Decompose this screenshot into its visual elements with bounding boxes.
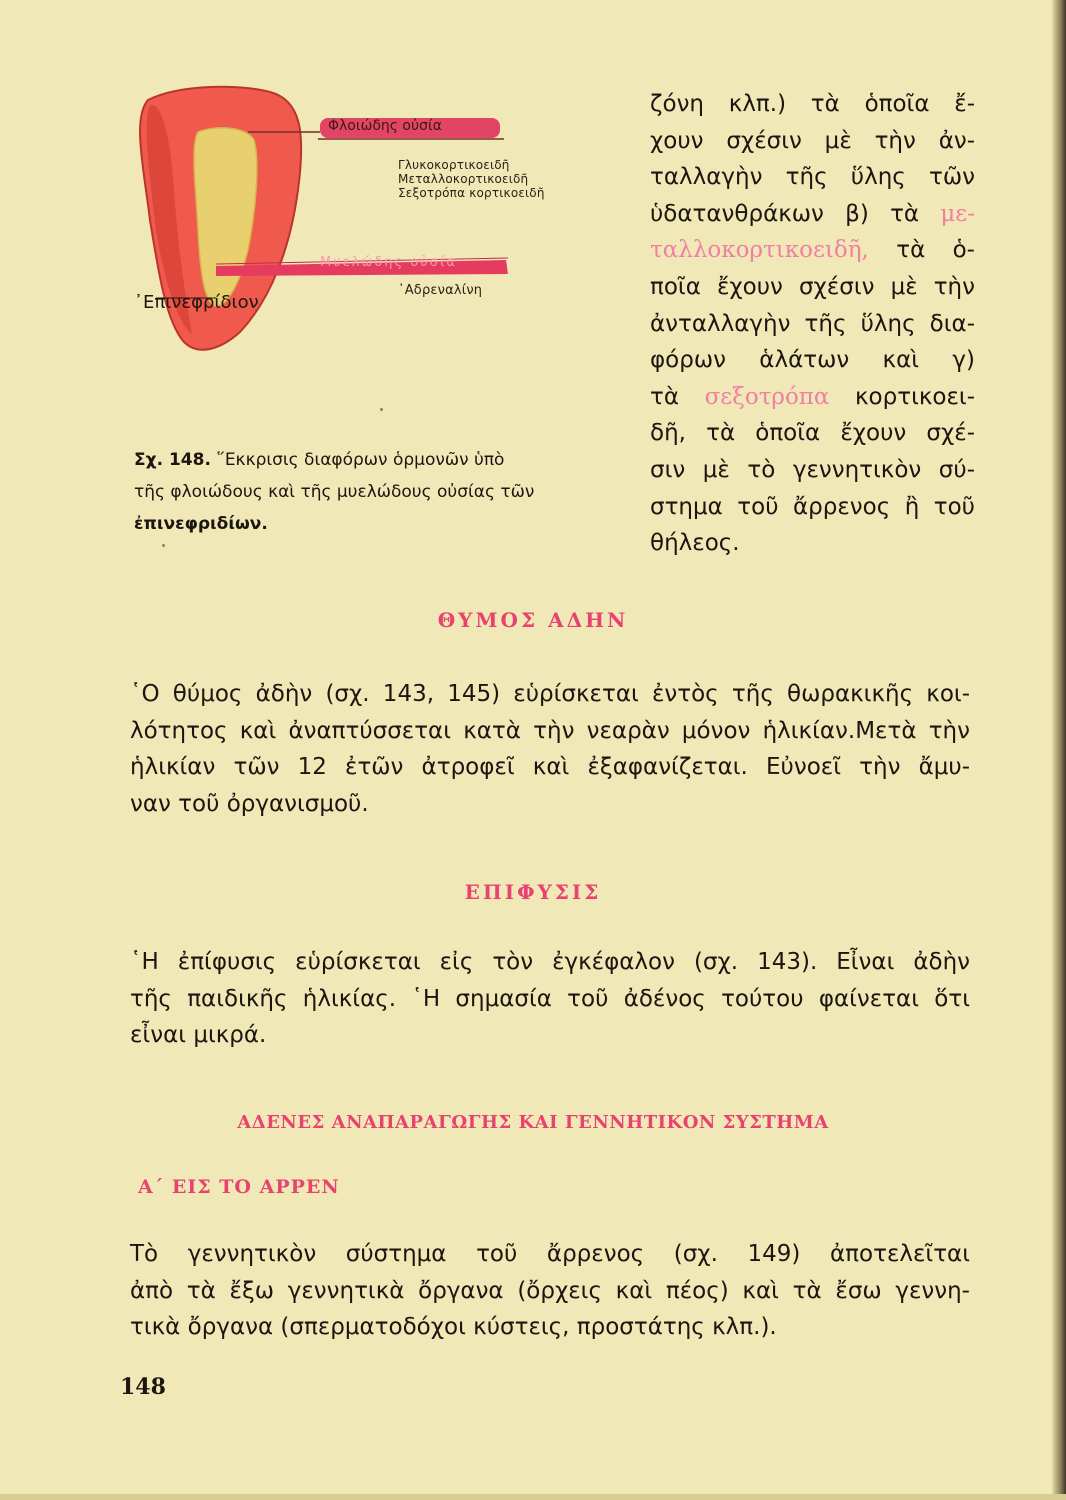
right-column-line xyxy=(650,415,975,452)
reproductive-heading: ΑΔΕΝΕΣ ΑΝΑΠΑΡΑΓΩΓΗΣ ΚΑΙ ΓΕΝΝΗΤΙΚΟΝ ΣΥΣΤΗΜΑ xyxy=(237,1112,829,1133)
adrenal-figure xyxy=(120,70,620,450)
paragraph-line: τῆς παιδικῆς ἡλικίας. ῾Η σημασία τοῦ ἀδένος τούτου φαίνεται ὅτι xyxy=(130,985,970,1012)
print-speck xyxy=(380,408,383,411)
thymus-heading: ΘΥΜΟΣ ΑΔΗΝ xyxy=(437,608,629,632)
right-column-line xyxy=(650,342,975,379)
epiphysis-paragraph xyxy=(130,944,970,1054)
paragraph-line: Τὸ γεννητικὸν σύστημα τοῦ ἄρρενος (σχ. 149) ἀποτελεῖται xyxy=(130,1241,970,1267)
paragraph-line: ἀπὸ τὰ ἔξω γεννητικὰ ὄργανα (ὄρχεις καὶ πέος) καὶ τὰ ἔσω γεννη- xyxy=(130,1277,970,1304)
text-segment: στημα τοῦ ἄρρενος ἢ τοῦ xyxy=(650,493,975,520)
paragraph-line: ῾Η ἐπίφυσις εὑρίσκεται εἰς τὸν ἐγκέφαλον (σχ. 143). Εἶναι ἀδὴν xyxy=(130,949,970,975)
reproductive-paragraph xyxy=(130,1236,970,1346)
paragraph-line: λότητος καὶ ἀναπτύσσεται κατὰ τὴν νεαρὰν μόνον ἡλικίαν.Μετὰ τὴν xyxy=(130,717,970,744)
right-column-line xyxy=(650,489,975,526)
page-bottom-edge xyxy=(0,1494,1066,1500)
medulla-hormone: ᾿Αδρεναλίνη xyxy=(398,283,483,298)
organ-label: ᾿Επινεφρίδιον xyxy=(134,292,259,313)
caption-line: τῆς φλοιώδους καὶ τῆς μυελώδους οὐσίας τῶν xyxy=(134,482,535,502)
text-segment: τὰ xyxy=(650,383,705,410)
page-number: 148 xyxy=(120,1374,166,1400)
right-column-line xyxy=(650,269,975,306)
text-segment: χουν σχέσιν μὲ τὴν ἀν- xyxy=(650,127,975,154)
male-subheading: Α΄ ΕΙΣ ΤΟ ΑΡΡΕΝ xyxy=(138,1176,340,1198)
caption-line: ἐπινεφριδίων. xyxy=(134,514,268,534)
text-segment: φόρων ἁλάτων καὶ γ) xyxy=(650,347,975,374)
figure-caption xyxy=(134,444,604,540)
cortex-hormone-2: Μεταλλοκορτικοειδῆ xyxy=(398,172,529,186)
right-column-line xyxy=(650,306,975,343)
text-segment: κορτικοει- xyxy=(829,383,975,410)
caption-text: ῞Εκκρισις διαφόρων ὁρμονῶν ὑπὸ xyxy=(216,450,505,470)
right-column-line xyxy=(650,86,975,123)
cortex-hormone-3: Σεξοτρόπα κορτικοειδῆ xyxy=(398,186,545,200)
right-column-line xyxy=(650,525,975,562)
paragraph-line: ῾Ο θύμος ἀδὴν (σχ. 143, 145) εὑρίσκεται ἐντὸς τῆς θωρακικῆς κοι- xyxy=(130,681,970,707)
right-column-line xyxy=(650,379,975,416)
paragraph-line: εἶναι μικρά. xyxy=(130,1022,267,1048)
right-column-line xyxy=(650,159,975,196)
text-segment: σιν μὲ τὸ γεννητικὸν σύ- xyxy=(650,456,975,483)
right-column-line xyxy=(650,452,975,489)
cortex-hormone-1: Γλυκοκορτικοειδῆ xyxy=(398,158,510,172)
paragraph-line: ναν τοῦ ὀργανισμοῦ. xyxy=(130,790,369,817)
paragraph-line: ἡλικίαν τῶν 12 ἐτῶν ἀτροφεῖ καὶ ἐξαφανίζεται. Εὐνοεῖ τὴν ἄμυ- xyxy=(130,754,970,780)
caption-line xyxy=(134,444,604,476)
text-segment: ταλλαγὴν τῆς ὕλης τῶν xyxy=(650,164,975,191)
text-segment: θήλεος. xyxy=(650,530,740,557)
page-edge-shadow xyxy=(1052,0,1066,1500)
right-column-line xyxy=(650,232,975,269)
text-segment: ἀνταλλαγὴν τῆς ὕλης δια- xyxy=(650,310,975,337)
text-segment: δῆ, τὰ ὁποῖα ἔχουν σχέ- xyxy=(650,420,975,447)
highlighted-term: ταλλοκορτικοειδῆ, xyxy=(650,237,869,264)
paragraph-line: τικὰ ὄργανα (σπερματοδόχοι κύστεις, προστάτης κλπ.). xyxy=(130,1314,777,1340)
thymus-paragraph xyxy=(130,676,970,822)
cortex-label: Φλοιώδης οὐσία xyxy=(328,118,442,134)
highlighted-term: σεξοτρόπα xyxy=(704,383,830,410)
right-column-text xyxy=(650,86,975,562)
right-column-line xyxy=(650,123,975,160)
text-segment: ὑδατανθράκων β) τὰ xyxy=(650,200,941,227)
text-segment: ποῖα ἔχουν σχέσιν μὲ τὴν xyxy=(650,273,975,300)
medulla-label: Μυελώδης οὐσία xyxy=(320,255,457,270)
right-column-line xyxy=(650,196,975,233)
print-speck xyxy=(162,544,165,547)
text-segment: ζόνη κλπ.) τὰ ὁποῖα ἔ- xyxy=(650,91,975,117)
highlighted-term: με- xyxy=(940,200,975,227)
epiphysis-heading: ΕΠΙΦΥΣΙΣ xyxy=(464,880,602,904)
text-segment: τὰ ὁ- xyxy=(868,237,975,264)
caption-number: Σχ. 148. xyxy=(134,450,211,470)
